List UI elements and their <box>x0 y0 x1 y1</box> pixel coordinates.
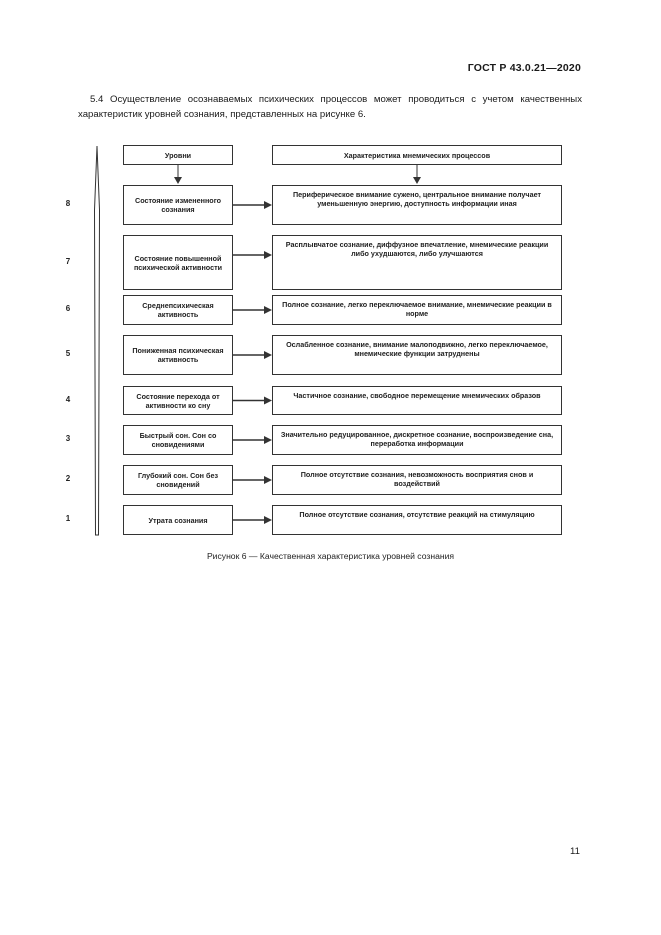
characteristic-text: Ослабленное сознание, внимание малоподвижно, легко переключаемое, мнемические функции затруднены <box>286 340 548 358</box>
page-number: 11 <box>570 846 580 857</box>
header-arrow-left-head <box>174 177 182 184</box>
level-box <box>123 465 233 495</box>
level-label: Быстрый сон. Сон со сновидениями <box>139 431 217 449</box>
characteristic-box <box>272 465 562 495</box>
level-label: Состояние перехода от активности ко сну <box>136 391 220 410</box>
level-number: 5 <box>65 349 71 358</box>
figure-caption: Рисунок 6 — Качественная характеристика уровней сознания <box>206 551 455 561</box>
level-box <box>123 295 233 325</box>
level-number: 7 <box>65 256 71 266</box>
level-label: Состояние измененного сознания <box>135 196 221 214</box>
characteristic-box <box>272 235 562 290</box>
level-label: Пониженная психическая активность <box>132 346 224 364</box>
characteristic-text: Расплывчатое сознание, диффузное впечатление, мнемические реакции либо ухудшаются, либо улучшаются <box>285 240 549 258</box>
characteristic-box <box>272 295 562 325</box>
level-label: Глубокий сон. Сон без сновидений <box>137 471 219 489</box>
characteristics-column-header <box>272 145 562 165</box>
document-standard-number: ГОСТ Р 43.0.21—2020 <box>467 62 581 74</box>
row-arrow-head <box>264 251 272 259</box>
row-arrow-head <box>264 516 272 524</box>
level-number: 2 <box>65 474 71 483</box>
scale-axis-arrow <box>95 146 100 535</box>
characteristic-text: Частичное сознание, свободное перемещение мнемических образов <box>293 391 541 400</box>
level-box <box>123 505 233 535</box>
characteristic-text: Полное отсутствие сознания, невозможность восприятия снов и воздействий <box>300 470 534 488</box>
level-box <box>123 185 233 225</box>
levels-column-header-label: Уровни <box>164 150 192 160</box>
levels-column-header <box>123 145 233 165</box>
characteristic-box <box>272 425 562 455</box>
characteristic-box <box>272 185 562 225</box>
header-arrow-right-head <box>413 177 421 184</box>
level-box <box>123 335 233 375</box>
row-arrow-head <box>264 351 272 359</box>
characteristic-box <box>272 386 562 415</box>
level-label: Среднепсихическая активность <box>142 301 214 319</box>
level-label: Состояние повышенной психической активности <box>133 253 223 272</box>
characteristic-box <box>272 335 562 375</box>
characteristic-text: Периферическое внимание сужено, центральное внимание получает уменьшенную энергию, доступность информации иная <box>292 190 542 208</box>
level-box <box>123 386 233 415</box>
characteristics-column-header-label: Характеристика мнемических процессов <box>343 150 491 160</box>
row-arrow-head <box>264 397 272 405</box>
row-arrow-head <box>264 306 272 314</box>
row-arrow-head <box>264 436 272 444</box>
level-box <box>123 235 233 290</box>
level-number: 1 <box>65 514 71 523</box>
level-box <box>123 425 233 455</box>
level-number: 3 <box>65 434 71 443</box>
characteristic-text: Полное отсутствие сознания, отсутствие реакций на стимуляцию <box>299 510 535 519</box>
level-number: 4 <box>65 394 71 404</box>
row-arrow-head <box>264 476 272 484</box>
level-number: 6 <box>65 304 71 313</box>
level-number: 8 <box>65 199 71 208</box>
characteristic-text: Полное сознание, легко переключаемое внимание, мнемические реакции в норме <box>282 300 552 318</box>
characteristic-box <box>272 505 562 535</box>
level-label: Утрата сознания <box>148 515 208 525</box>
characteristic-text: Значительно редуцированное, дискретное сознание, воспроизведение сна, переработка информации <box>280 430 554 448</box>
row-arrow-head <box>264 201 272 209</box>
section-paragraph: 5.4 Осуществление осознаваемых психических процессов может проводиться с учетом качественных характеристик уровней сознания, представленных на рисунке 6. <box>78 94 582 120</box>
